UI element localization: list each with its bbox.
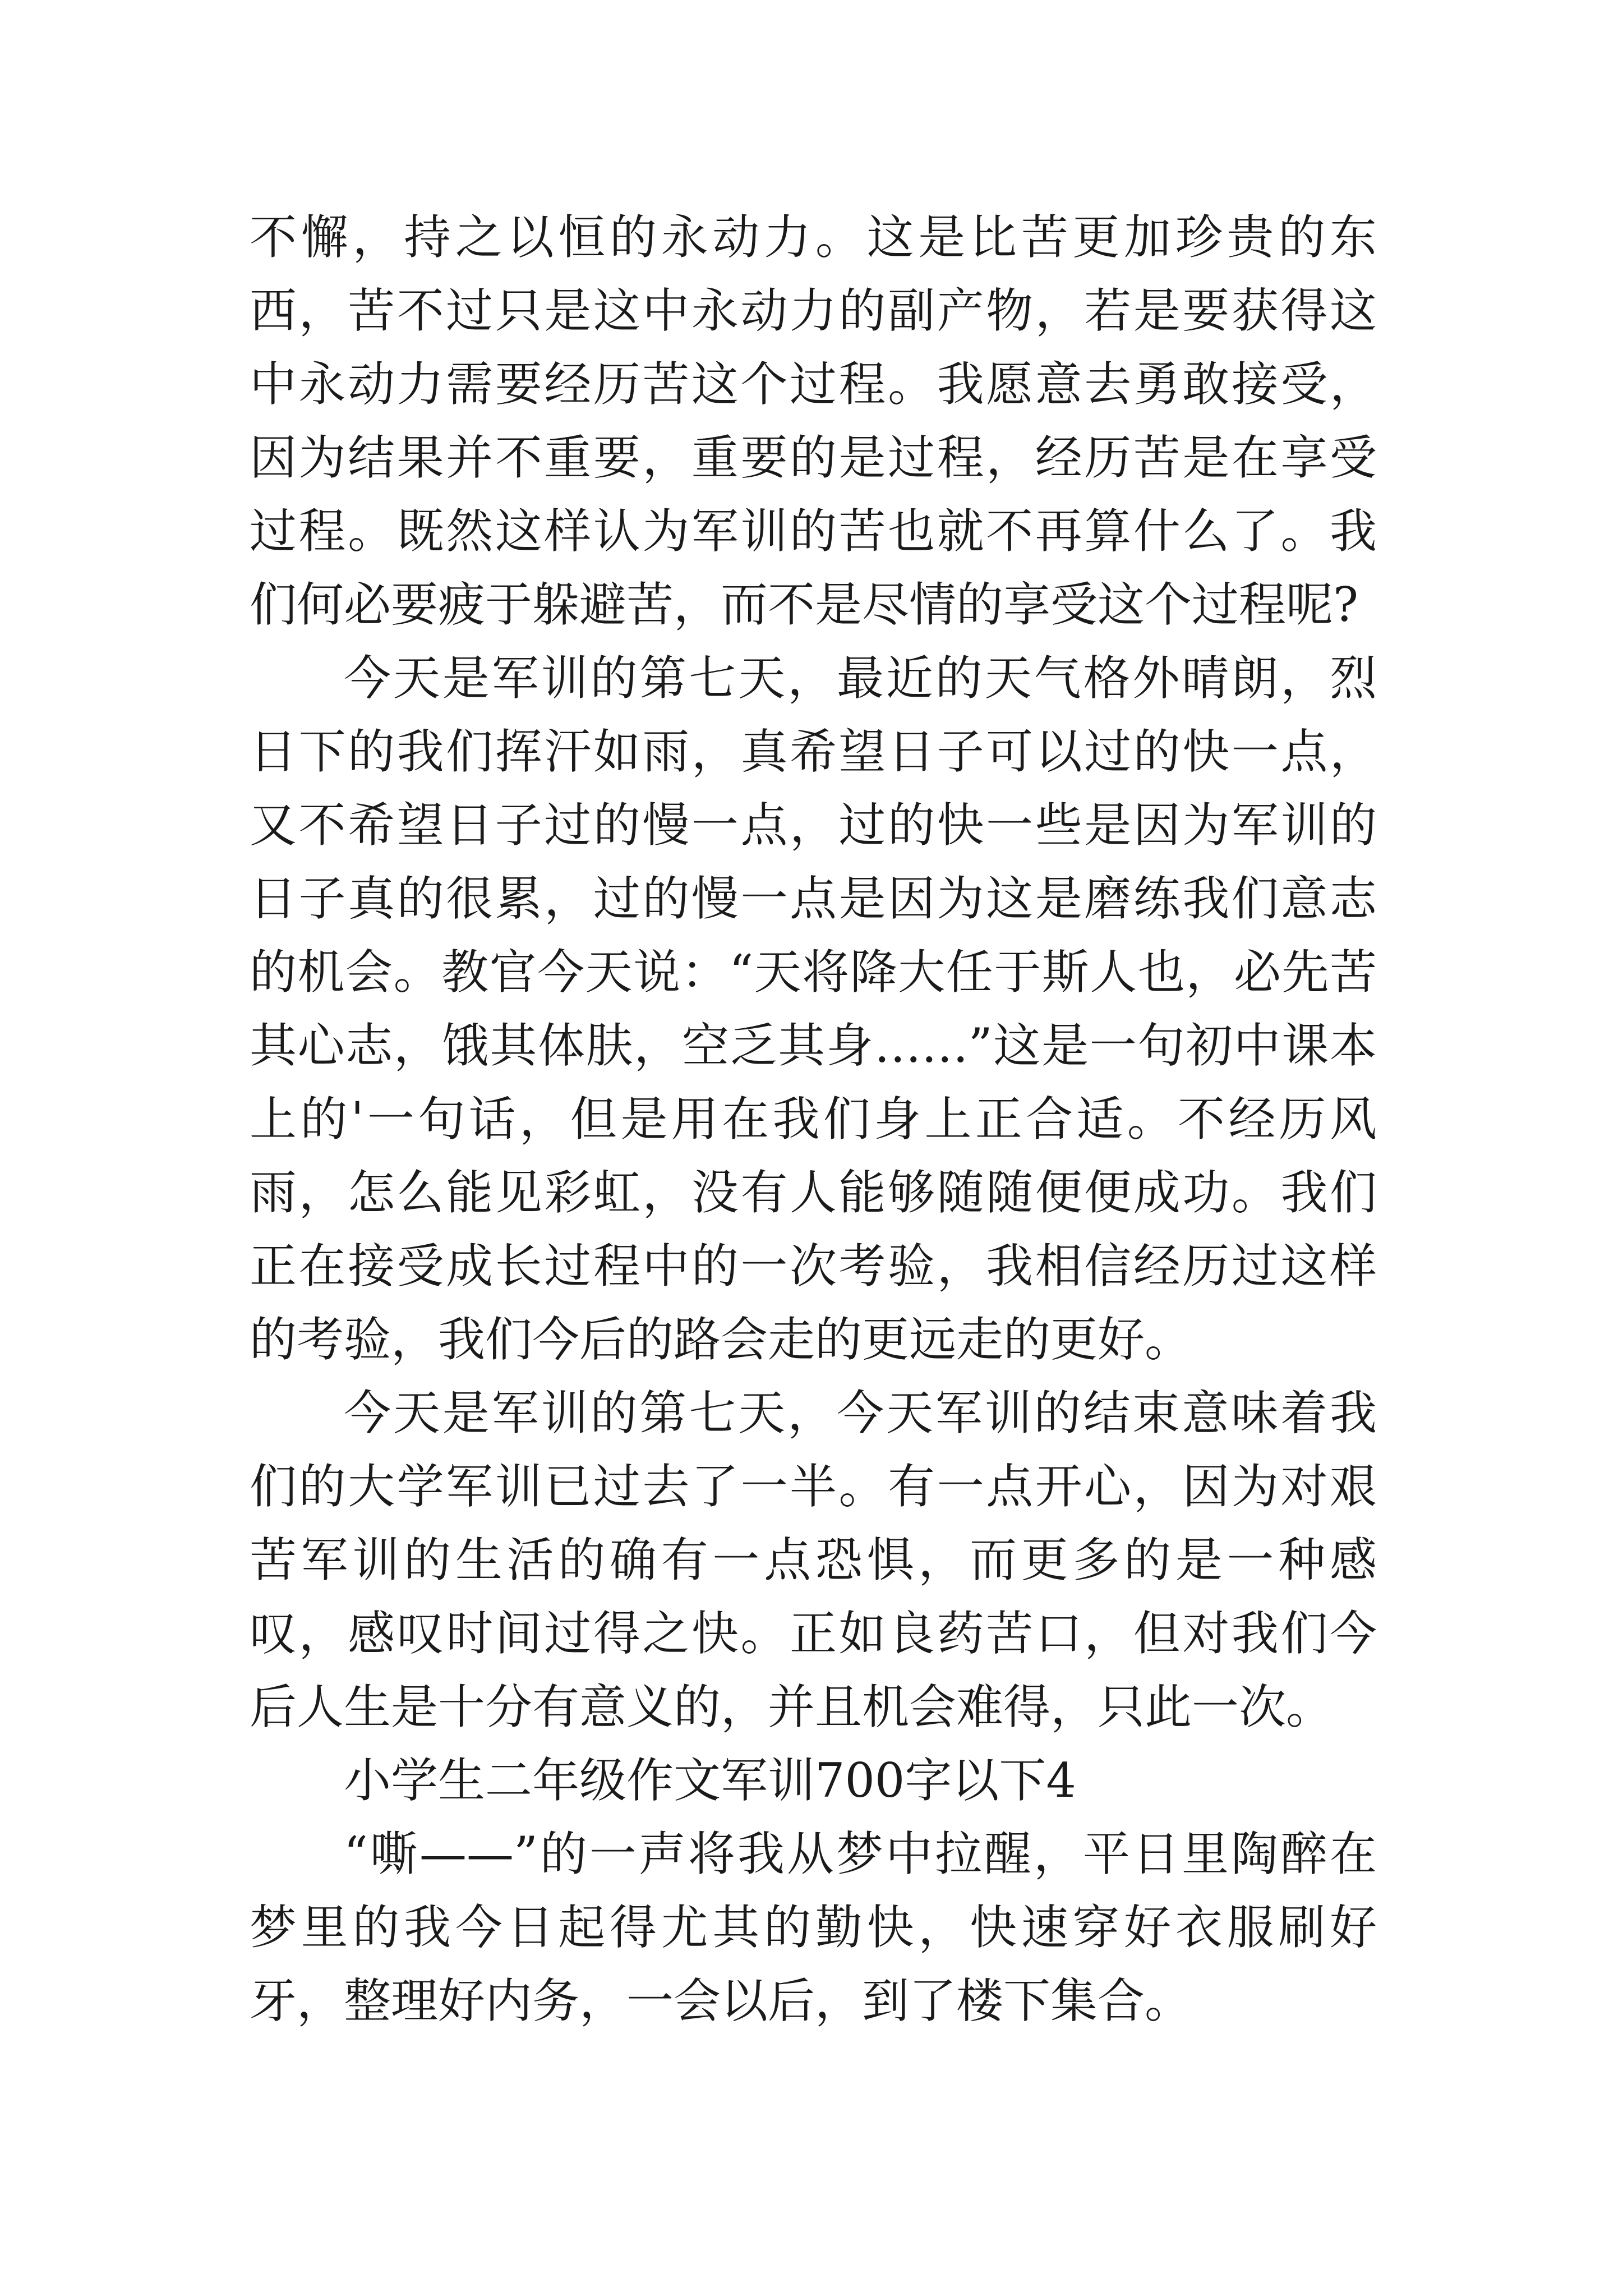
- section-heading: 小学生二年级作文军训700字以下4: [344, 1753, 1076, 1808]
- paragraph-day-seven-weather: 今天是军训的第七天，最近的天气格外晴朗，烈日下的我们挥汗如雨，真希望日子可以过的快一点，又不希望日子过的慢一点，过的快一些是因为军训的日子真的很累，过的慢一点是因为这是磨练我们意志的机会。教官今天说：“天将降大任于斯人也，必先苦其心志，饿其体肤，空乏其身……”这是一句初中课本上的'一句话，但是用在我们身上正合适。不经历风雨，怎么能见彩虹，没有人能够随随便便成功。我们正在接受成长过程中的一次考验，我相信经历过这样的考验，我们今后的路会走的更远走的更好。: [250, 651, 1377, 1367]
- paragraph-wake-up: “嘶——”的一声将我从梦中拉醒，平日里陶醉在梦里的我今日起得尤其的勤快，快速穿好衣服刷好牙，整理好内务，一会以后，到了楼下集合。: [250, 1826, 1377, 2028]
- paragraph-continuation: 不懈，持之以恒的永动力。这是比苦更加珍贵的东西，苦不过只是这中永动力的副产物，若是要获得这中永动力需要经历苦这个过程。我愿意去勇敢接受，因为结果并不重要，重要的是过程，经历苦是在享受过程。既然这样认为军训的苦也就不再算什么了。我们何必要疲于躲避苦，而不是尽情的享受这个过程呢?: [250, 210, 1377, 632]
- paragraph-day-seven-halfway: 今天是军训的第七天，今天军训的结束意味着我们的大学军训已过去了一半。有一点开心，因为对艰苦军训的生活的确有一点恐惧，而更多的是一种感叹，感叹时间过得之快。正如良药苦口，但对我们今后人生是十分有意义的，并且机会难得，只此一次。: [250, 1386, 1377, 1734]
- document-body: [250, 201, 1377, 2038]
